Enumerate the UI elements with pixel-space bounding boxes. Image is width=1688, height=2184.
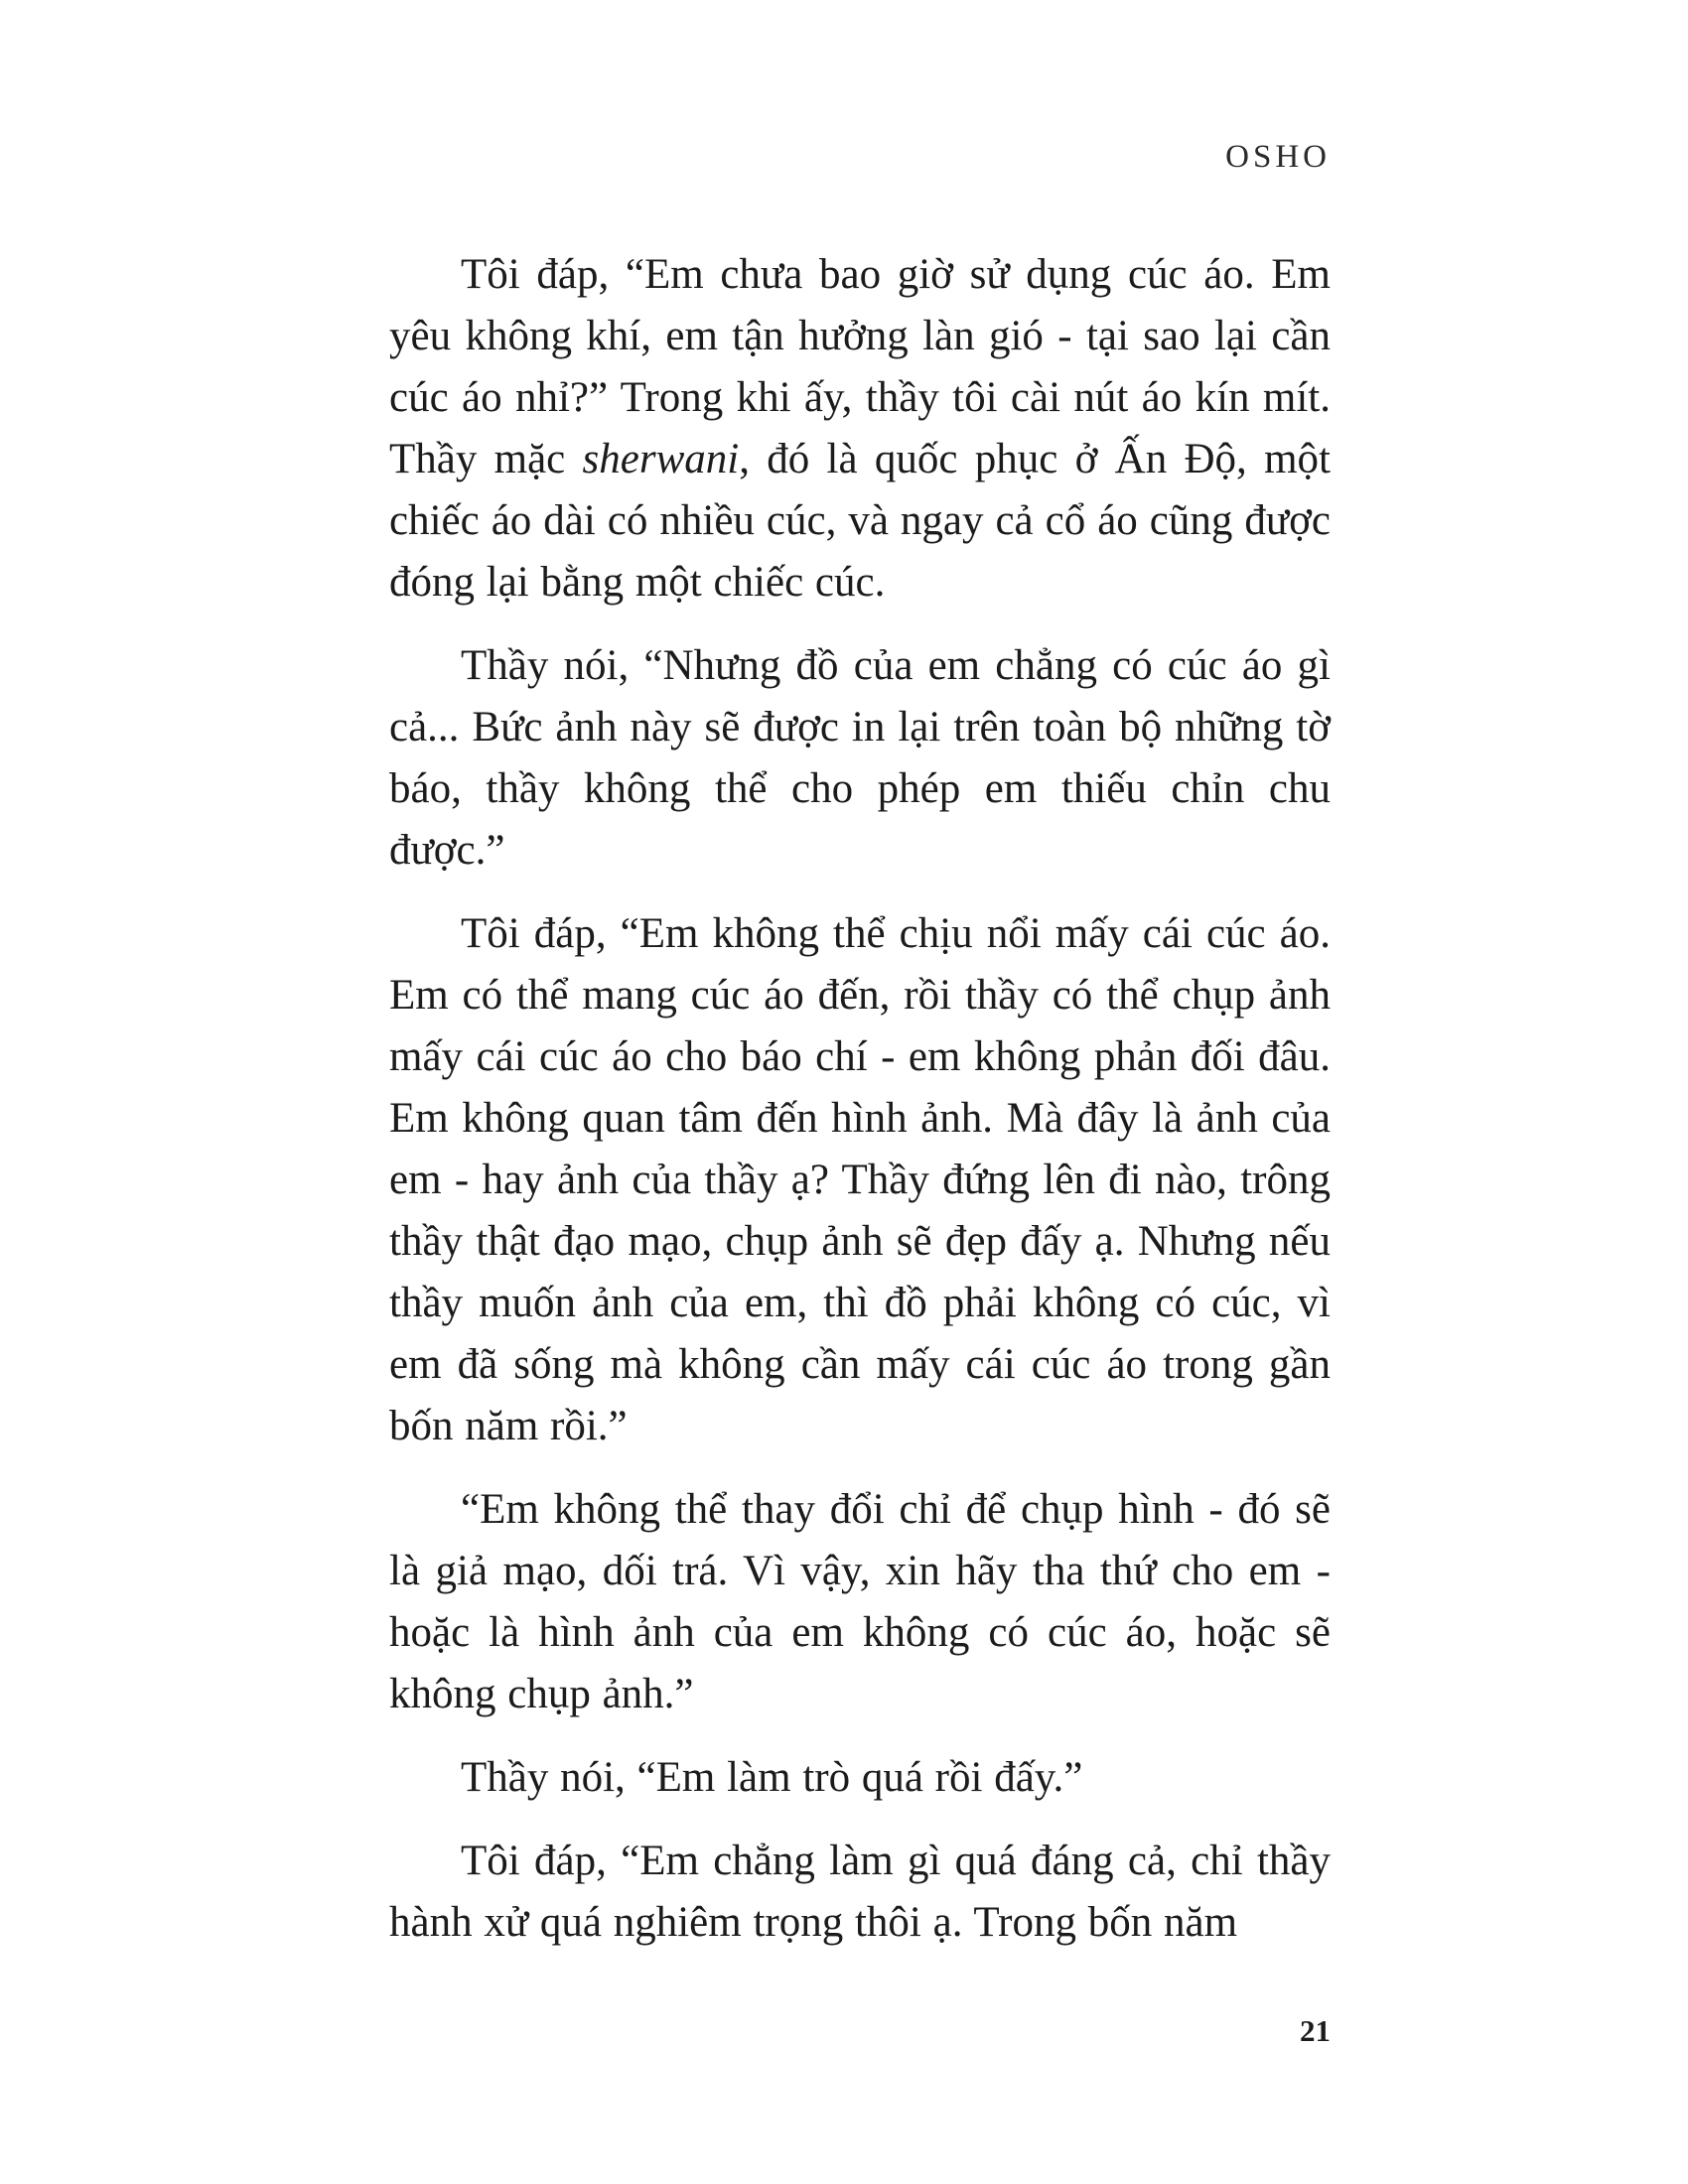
- paragraph: Tôi đáp, “Em chẳng làm gì quá đáng cả, chỉ thầy hành xử quá nghiêm trọng thôi ạ. Trong bốn năm: [389, 1838, 1331, 1946]
- paragraph-segment: , đó là quốc phục ở Ấn Độ, một chiếc áo dài có nhiều cúc, và ngay cả cổ áo cũng được đóng lại bằng một chiếc cúc.: [389, 436, 1331, 606]
- paragraph-segment: Tôi đáp, “Em chưa bao giờ sử dụng cúc áo. Em yêu không khí, em tận hưởng làn gió - tại sao lại cần cúc áo nhỉ?” Trong khi ấy, thầy tôi cài nút áo kín mít. Thầy mặc: [389, 251, 1331, 482]
- page-number: 21: [1300, 2013, 1331, 2048]
- italic-term: sherwani: [582, 436, 740, 482]
- paragraph: [389, 244, 1331, 614]
- paragraph: Tôi đáp, “Em không thể chịu nổi mấy cái cúc áo. Em có thể mang cúc áo đến, rồi thầy có thể chụp ảnh mấy cái cúc áo cho báo chí - em không phản đối đâu. Em không quan tâm đến hình ảnh. Mà đây là ảnh của em - hay ảnh của thầy ạ? Thầy đứng lên đi nào, trông thầy thật đạo mạo, chụp ảnh sẽ đẹp đấy ạ. Nhưng nếu thầy muốn ảnh của em, thì đồ phải không có cúc, vì em đã sống mà không cần mấy cái cúc áo trong gần bốn năm rồi.”: [389, 910, 1331, 1449]
- paragraph: Thầy nói, “Nhưng đồ của em chẳng có cúc áo gì cả... Bức ảnh này sẽ được in lại trên toàn bộ những tờ báo, thầy không thể cho phép em thiếu chỉn chu được.”: [389, 642, 1331, 874]
- running-header-title: OSHO: [1225, 139, 1331, 175]
- paragraph: Thầy nói, “Em làm trò quá rồi đấy.”: [461, 1754, 1083, 1801]
- paragraph: “Em không thể thay đổi chỉ để chụp hình - đó sẽ là giả mạo, dối trá. Vì vậy, xin hãy tha thứ cho em - hoặc là hình ảnh của em không có cúc áo, hoặc sẽ không chụp ảnh.”: [389, 1486, 1331, 1717]
- body-text-column: [389, 244, 1331, 1954]
